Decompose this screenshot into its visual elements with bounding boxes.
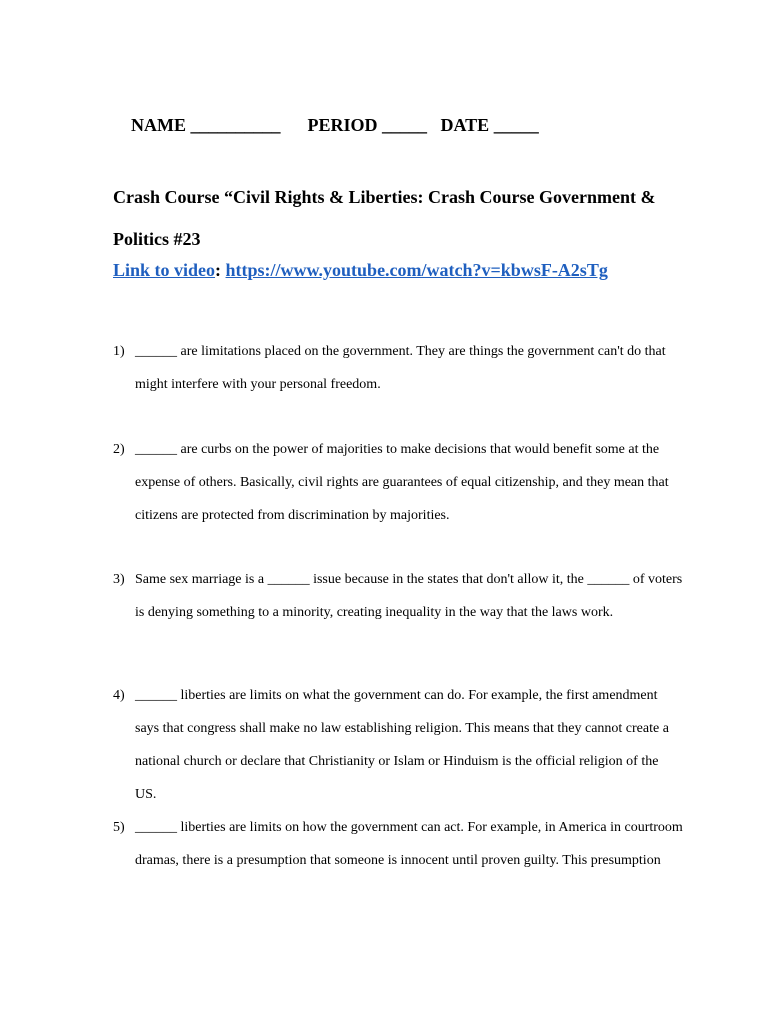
date-field-label: DATE _____ <box>440 115 539 135</box>
worksheet-title: Crash Course “Civil Rights & Liberties: Crash Course Government & Politics #23 <box>113 187 656 249</box>
period-field-label: PERIOD _____ <box>307 115 428 135</box>
question-item <box>113 335 683 401</box>
question-item <box>113 563 683 629</box>
question-text: Same sex marriage is a ______ issue because in the states that don't allow it, the ______ of voters is denying something to a minority, creating inequality in the way that the laws work. <box>135 572 683 620</box>
question-number: 5) <box>113 820 125 835</box>
question-number: 4) <box>113 688 125 703</box>
video-url-link[interactable]: https://www.youtube.com/watch?v=kbwsF-A2sTg <box>225 260 608 280</box>
question-text: ______ are curbs on the power of majorities to make decisions that would benefit some at the expense of others. Basically, civil rights are guarantees of equal citizenship, and they mean that citizens are protected from discrimination by majorities. <box>135 442 669 523</box>
question-text: ______ are limitations placed on the government. They are things the government can't do that might interfere with your personal freedom. <box>135 344 666 392</box>
question-text: ______ liberties are limits on what the government can do. For example, the first amendment says that congress shall make no law establishing religion. This means that they cannot create a national church or declare that Christianity or Islam or Hinduism is the official religion of the US. <box>135 688 669 802</box>
question-number: 2) <box>113 442 125 457</box>
question-text: ______ liberties are limits on how the government can act. For example, in America in courtroom dramas, there is a presumption that someone is innocent until proven guilty. This presumption <box>135 820 683 868</box>
video-link-label[interactable]: Link to video <box>113 260 216 280</box>
question-number: 1) <box>113 344 125 359</box>
video-link-separator: : <box>215 260 222 280</box>
question-item <box>113 433 683 532</box>
question-item <box>113 811 683 877</box>
question-item <box>113 679 683 811</box>
question-number: 3) <box>113 572 125 587</box>
name-field-label: NAME __________ <box>131 115 281 135</box>
student-info-header <box>113 92 539 158</box>
video-link-line <box>113 259 608 281</box>
